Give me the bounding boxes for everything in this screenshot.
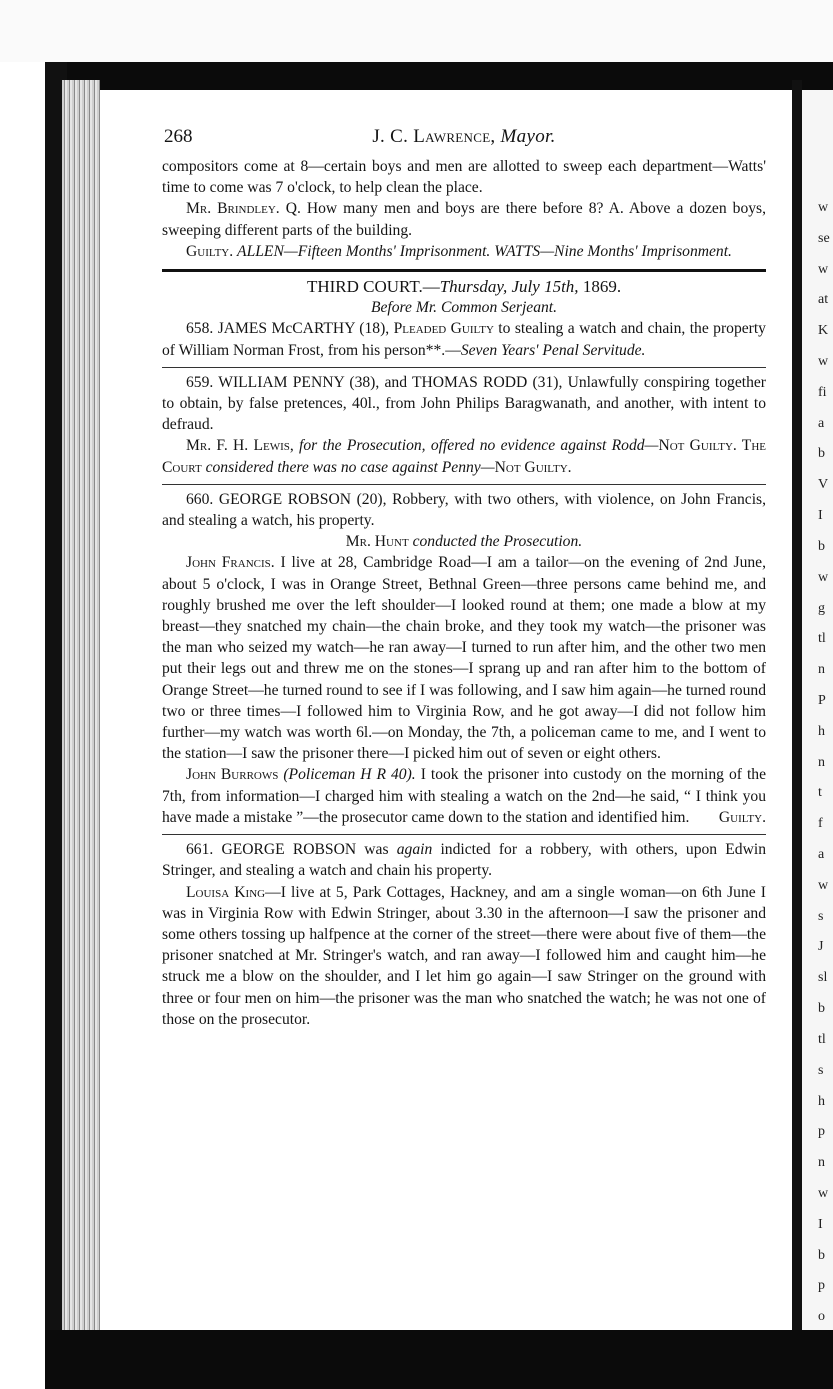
verdict-paragraph [162,241,766,262]
counsel-name: Mr. Hunt [345,533,409,551]
facing-page-fragment: tl [818,631,826,647]
facing-page-fragment: w [818,261,829,277]
scan-top-background [0,0,833,62]
brindley-paragraph [162,198,766,240]
facing-page-fragment: V [818,477,829,493]
case-661-again: again [396,841,433,859]
facing-page-fragment: h [818,723,825,739]
facing-page-fragment: w [818,569,829,585]
facing-page-fragment: s [818,908,824,924]
facing-page-fragment: n [818,1155,825,1171]
verdict-not-guilty: Not Guilty. [658,437,737,455]
facing-page-fragment: fi [818,384,827,400]
facing-page-fragment: b [818,446,825,462]
counsel-text: conducted the Prosecution. [408,533,583,551]
verdict-guilty: Guilty. [718,808,766,826]
court-ref: The Court [162,437,766,476]
case-660: 660. GEORGE ROBSON (20), Robbery, with two others, with violence, on John Francis, and stealing a watch, his property. [162,490,766,530]
verdict-word: Guilty. [186,242,234,260]
francis-testimony [162,552,766,764]
witness-name: John Burrows [186,766,279,784]
case-658-sentence: Seven Years' Penal Servitude. [460,341,646,359]
case-658-title: 658. JAMES McCARTHY (18), [186,320,394,338]
facing-page-fragment: I [818,1216,823,1232]
facing-page-fragment: n [818,754,825,770]
case-661-title: 661. GEORGE ROBSON was [186,841,397,859]
burrows-testimony [162,764,766,828]
running-title-name: J. C. Lawrence, [372,126,496,147]
book-gutter [792,80,802,1340]
facing-page-fragment: tl [818,1031,826,1047]
page-header [162,126,766,156]
section-rule [162,269,766,272]
facing-page-fragment: a [818,415,825,431]
witness-text: I live at 28, Cambridge Road—I am a tailor—on the evening of 2nd June, about 5 o'clock, I was in Orange Street, Bethnal Green—three persons came behind me, and roughly brushed me over the left shoulder—I looked round at them; one made a blow at my breast—they snatched my chain—the chain broke, and they took my watch—the prisoner was the man who seized my watch—he ran away—I turned to run after him, and the other two men put their legs out and threw me on the stones—I sprang up and ran after him to the bottom of Orange Street—he turned round to see if I was following, and I saw him again—he turned round two or three times—I followed him to Virginia Row, and he got away—I did not follow him further—my watch was worth 6l.—on Monday, the 7th, a policeman came to me, and I went to the station—I saw the prisoner there—I picked him out of seven or eight others. [162,554,767,763]
case-661-charge: indicted for a robbery, with others, upon Edwin Stringer, and stealing a watch and chain his property. [162,841,766,880]
court-name: THIRD COURT.— [306,277,440,297]
witness-text: I took the prisoner into custody on the morning of the 7th, from information—I charged him with stealing a watch on the 2nd—he said, “ I think you have made a mistake ”—the prosecutor came down to the station and identified him. [162,766,766,826]
speaker-name: Mr. Brindley. [186,200,280,218]
facing-page-fragment: se [818,230,830,246]
facing-page-fragment: n [818,662,825,678]
facing-page-fragment: w [818,200,829,215]
witness-role: (Policeman H R 40). [283,766,416,784]
counsel-text: for the Prosecution, offered no evidence against Rodd— [293,437,659,455]
judge-text: Before Mr. Common Serjeant. [370,299,558,317]
facing-page-fragment: K [818,323,829,339]
facing-page-fragment: b [818,1001,825,1017]
judge-line [162,297,766,318]
facing-page-fragment: p [818,1278,825,1294]
facing-page-fragment: J [818,939,824,955]
counsel-name: Mr. F. H. Lewis, [186,437,294,455]
facing-page-fragment: s [818,1062,824,1078]
facing-page-edge [802,90,833,1330]
scan-top-border [45,62,833,90]
facing-page-fragment: p [818,1124,825,1140]
facing-page-fragment: w [818,354,829,370]
facing-page-fragment: at [818,292,829,308]
court-text: considered there was no case against Penny— [201,458,495,476]
court-year: 1869. [578,277,622,297]
case-divider [162,367,766,368]
book-page [100,90,792,1330]
witness-name: John Francis. [186,554,275,572]
facing-page-fragment: h [818,1093,825,1109]
witness-name: Louisa King [186,883,266,901]
case-divider [162,834,766,835]
facing-page-fragment: g [818,600,825,616]
page-number: 268 [164,126,193,147]
running-title-role: Mayor. [500,126,556,147]
court-heading [162,276,766,297]
book-page-edges [62,80,100,1335]
verdict-not-guilty-2: Not Guilty. [494,458,572,476]
facing-page-fragment: f [818,816,823,832]
case-659: 659. WILLIAM PENNY (38), and THOMAS RODD (31), Unlawfully conspiring together to obtain, by false pretences, 40l., from John Philips Baragwanath, and another, with intent to defraud. [162,373,766,434]
case-658 [162,318,766,360]
scan-bottom-border [45,1330,833,1389]
facing-page-fragment: b [818,1247,825,1263]
facing-page-fragment: a [818,847,825,863]
sentence-text: ALLEN—Fifteen Months' Imprisonment. WATTS—Nine Months' Imprisonment. [237,242,732,260]
king-testimony [162,882,766,1030]
conducted-line [162,531,766,552]
facing-page-fragment: w [818,877,829,893]
continuation-paragraph: compositors come at 8—certain boys and men are allotted to sweep each department—Watts' time to come was 7 o'clock, to help clean the place. [162,158,766,197]
court-date: Thursday, July 15th, [439,277,579,297]
facing-page-fragment: sl [818,970,828,986]
case-divider [162,484,766,485]
speaker-text: Q. How many men and boys are there before 8? A. Above a dozen boys, sweeping different parts of the building. [162,200,766,239]
case-661 [162,839,766,881]
case-658-charge: to stealing a watch and chain, the property of William Norman Frost, from his person**.— [162,320,766,359]
running-title [162,126,766,147]
text-column [162,126,766,1030]
facing-page-fragment: w [818,1185,829,1201]
case-659-outcome [162,435,766,477]
facing-page-fragment: I [818,508,823,524]
facing-page-fragment: o [818,1309,825,1325]
facing-page-fragment: b [818,538,825,554]
case-658-plea: Pleaded Guilty [393,320,494,338]
facing-page-fragment: t [818,785,822,801]
witness-text: —I live at 5, Park Cottages, Hackney, and am a single woman—on 6th June I was in Virginia Row with Edwin Stringer, about 3.30 in the afternoon—I saw the prisoner and some others tossing up halfpence at the corner of the street—there were about five of them—the prisoner snatched at Mr. Stringer's watch, and ran away—I followed him and caught him—he struck me a blow on the shoulder, and I let him go again—I saw Stringer on the ground with three or four men on him—the prisoner was the man who snatched the watch; he was not one of those on the prosecutor. [162,883,766,1028]
facing-page-fragment: P [818,692,826,708]
